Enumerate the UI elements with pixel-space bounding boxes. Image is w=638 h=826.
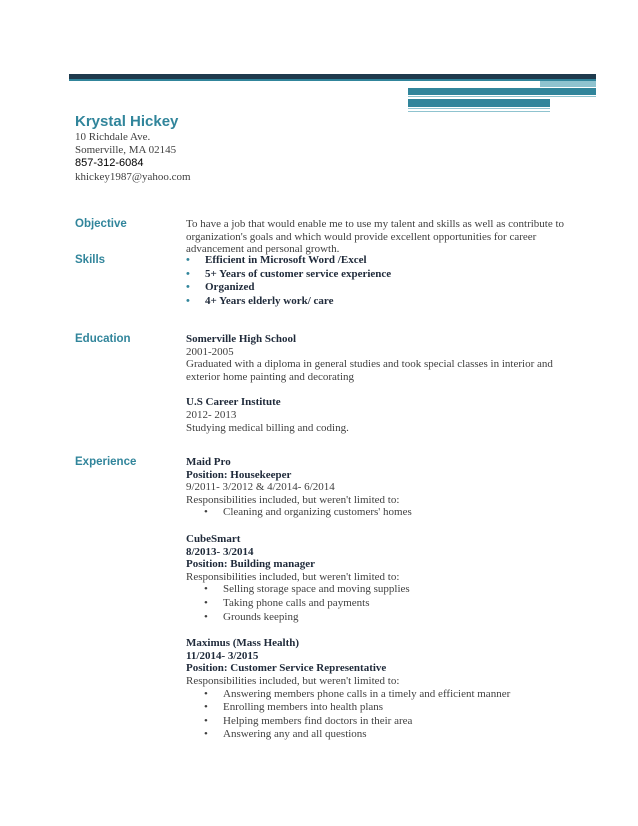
duty-item: • Enrolling members into health plans [204,701,384,714]
job-position: Position: Building manager [186,558,315,571]
header-block-light [540,81,596,87]
school-name: Somerville High School [186,333,296,345]
skill-item: • Efficient in Microsoft Word /Excel [186,254,367,266]
candidate-name: Krystal Hickey [75,113,179,130]
bullet-icon: • [204,728,208,741]
objective-text: To have a job that would enable me to use my talent and skills as well as contribute to organization's goals and which would provide excellent opportunities for career advancement and personal growth. [186,218,565,256]
contact-block [75,131,191,184]
school-dates: 2001-2005 [186,345,234,358]
bullet-icon: • [204,583,208,596]
bullet-icon: • [204,610,208,623]
header-block-teal-2 [408,99,550,107]
school-description: Studying medical billing and coding. [186,421,349,434]
bullet-icon: • [186,254,190,266]
skill-item: • 5+ Years of customer service experience [186,267,392,280]
experience-heading: Experience [75,456,137,468]
employer-name: Maximus (Mass Health) [186,637,300,650]
job-position: Position: Housekeeper [186,468,292,481]
school-name: U.S Career Institute [186,396,281,409]
objective-heading: Objective [75,218,127,230]
responsibilities-intro: Responsibilities included, but weren't limited to: [186,493,400,506]
address-line-2: Somerville, MA 02145 [75,144,177,157]
duty-item: • Selling storage space and moving supplies [204,583,410,596]
responsibilities-intro: Responsibilities included, but weren't limited to: [186,674,400,687]
duty-item: • Helping members find doctors in their area [204,714,413,727]
duties-list [186,583,586,624]
header-rule-teal [69,79,596,81]
skills-list [186,254,586,308]
bullet-icon: • [204,701,208,714]
duty-item: • Grounds keeping [204,610,299,623]
bullet-icon: • [204,687,208,700]
duty-item: • Taking phone calls and payments [204,596,370,609]
job-position: Position: Customer Service Representative [186,662,387,675]
responsibilities-intro: Responsibilities included, but weren't limited to: [186,570,400,583]
header-block-teal-1 [408,88,596,95]
duty-item: • Cleaning and organizing customers' homes [204,506,412,519]
skill-item: • 4+ Years elderly work/ care [186,294,334,307]
skills-heading: Skills [75,254,106,266]
bullet-icon: • [204,596,208,609]
bullet-icon: • [186,294,190,307]
phone-number: 857-312-6084 [75,157,144,170]
bullet-icon: • [204,506,208,519]
duty-item: • Answering members phone calls in a timely and efficient manner [204,687,511,700]
bullet-icon: • [204,714,208,727]
job-dates: 8/2013- 3/2014 [186,545,254,558]
duties-list [186,688,586,742]
bullet-icon: • [186,281,190,294]
skill-item: • Organized [186,281,255,294]
education-heading: Education [75,333,131,345]
job-dates: 11/2014- 3/2015 [186,649,259,662]
job-dates: 9/2011- 3/2012 & 4/2014- 6/2014 [186,481,335,494]
employer-name: CubeSmart [186,532,241,545]
school-description: Graduated with a diploma in general studies and took special classes in interior and exterior home painting and decorating [186,358,553,383]
address-line-1: 10 Richdale Ave. [75,131,151,143]
duties-list [186,506,586,520]
duty-item: • Answering any and all questions [204,728,367,741]
bullet-icon: • [186,267,190,280]
education-block [186,333,586,434]
header-line-thin-1 [408,96,596,97]
school-dates: 2012- 2013 [186,408,237,421]
header-line-thin-3 [408,111,550,112]
experience-block [186,456,586,742]
employer-name: Maid Pro [186,456,231,468]
header-line-thin-2 [408,108,550,109]
email-address: khickey1987@yahoo.com [75,170,191,183]
